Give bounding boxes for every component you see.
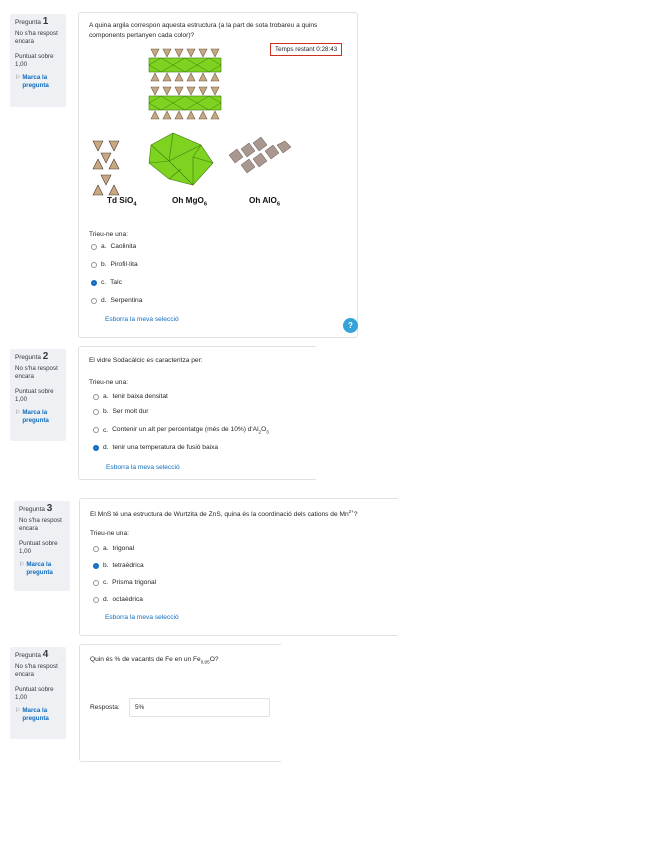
label-oh1-base: Oh MgO: [172, 196, 204, 205]
label-td-base: Td SiO: [107, 196, 134, 205]
radio-button[interactable]: [91, 262, 97, 268]
question-text-part: Quin és % de vacants de Fe en un Fe: [90, 656, 201, 663]
question-grade: Puntuat sobre 1,00: [15, 387, 54, 403]
radio-button-selected[interactable]: [93, 563, 99, 569]
question-number: 4: [42, 649, 49, 660]
option-letter: a.: [103, 393, 109, 400]
flag-label: Marca la pregunta: [26, 561, 53, 577]
label-oh-alo6: [249, 196, 280, 208]
option-letter: d.: [101, 297, 107, 304]
flag-question-link[interactable]: [19, 561, 65, 577]
label-td-sub: 4: [133, 201, 137, 208]
option-a[interactable]: [91, 243, 136, 250]
silica-tetrahedra-sheet: [93, 141, 119, 195]
option-text-part: Contenir un alt per percentatge (més de 10%) d'Al: [112, 426, 259, 433]
option-letter: a.: [103, 545, 109, 552]
radio-button[interactable]: [93, 427, 99, 433]
option-text: octaèdrica: [112, 596, 143, 603]
answer-label: Resposta:: [90, 704, 120, 711]
question-info-4: [10, 647, 66, 739]
answer-prompt: Trieu-ne una:: [90, 530, 129, 537]
clear-selection-link[interactable]: Esborra la meva selecció: [106, 464, 180, 471]
option-text: tenir baixa densitat: [112, 393, 168, 400]
option-text: tetraèdrica: [112, 562, 144, 569]
question-text: [90, 655, 218, 667]
option-letter: c.: [103, 426, 109, 434]
radio-button[interactable]: [93, 409, 99, 415]
label-oh-mgo6: [172, 196, 207, 208]
clear-selection-link[interactable]: Esborra la meva selecció: [105, 614, 179, 621]
question-status: No s'ha respost encara: [15, 663, 58, 679]
subscript: 0,95: [200, 659, 210, 665]
option-d[interactable]: [93, 444, 218, 451]
layer-stack-bottom: [149, 87, 221, 119]
answer-prompt: Trieu-ne una:: [89, 231, 128, 238]
flag-label: Marca la pregunta: [22, 409, 49, 425]
flag-question-link[interactable]: [15, 74, 61, 90]
option-letter: b.: [103, 562, 109, 569]
question-info-2: [10, 349, 66, 441]
option-letter: b.: [101, 261, 107, 268]
answer-input[interactable]: [129, 698, 270, 717]
option-d[interactable]: [91, 297, 142, 304]
radio-button-selected[interactable]: [91, 280, 97, 286]
label-oh1-sub: 6: [203, 201, 208, 208]
question-info-1: [10, 14, 66, 107]
option-a[interactable]: [93, 393, 168, 400]
option-text: trigonal: [112, 545, 135, 552]
flag-question-link[interactable]: [15, 707, 61, 723]
question-number: 2: [42, 351, 49, 362]
question-header: Pregunta: [15, 19, 41, 26]
option-letter: d.: [103, 444, 109, 451]
clay-structure-figure: [89, 45, 309, 215]
flag-icon: ⚐: [15, 75, 21, 82]
option-text: tenir una temperatura de fusió baixa: [112, 444, 219, 451]
option-d[interactable]: [93, 596, 143, 603]
option-letter: c.: [101, 279, 107, 286]
option-b[interactable]: [93, 408, 148, 415]
question-header: Pregunta: [19, 506, 45, 513]
time-remaining: Temps restant 0:28:43: [270, 43, 342, 56]
question-text: [90, 507, 358, 520]
aluminium-octahedra-sheet: [229, 137, 291, 173]
radio-button[interactable]: [91, 244, 97, 250]
question-grade: Puntuat sobre 1,00: [15, 685, 54, 701]
subscript: 3: [266, 429, 269, 435]
flag-icon: ⚐: [19, 562, 25, 569]
question-content-1: [78, 12, 358, 338]
option-text: Serpentina: [110, 297, 143, 304]
label-td-sio4: [107, 196, 137, 208]
question-text: A quina argila correspon aquesta estructura (a la part de sota trobareu a quins components pertanyen cada color)?: [89, 22, 318, 39]
flag-label: Marca la pregunta: [22, 74, 49, 90]
question-text-part: El MnS té una estructura de Wurtzita de ZnS, quina és la coordinació dels cations de Mn: [90, 511, 349, 519]
option-b[interactable]: [91, 261, 138, 268]
option-text: Caolinita: [110, 243, 137, 250]
question-content-4: [79, 644, 281, 762]
option-c[interactable]: [93, 426, 269, 434]
question-number: 1: [42, 16, 49, 27]
option-text: Prisma trigonal: [112, 579, 157, 586]
question-status: No s'ha respost encara: [15, 30, 58, 46]
label-oh2-base: Oh AlO: [249, 196, 277, 205]
question-status: No s'ha respost encara: [19, 517, 62, 533]
flag-label: Marca la pregunta: [22, 707, 49, 723]
radio-button[interactable]: [93, 394, 99, 400]
help-icon[interactable]: ?: [343, 318, 358, 333]
option-letter: b.: [103, 408, 109, 415]
question-text-part: ?: [353, 511, 358, 519]
option-text: Ser molt dur: [112, 408, 149, 415]
question-text: El vidre Sodacàlcic es caracteritza per:: [89, 357, 203, 364]
question-header: Pregunta: [15, 652, 41, 659]
question-grade: Puntuat sobre 1,00: [15, 52, 54, 68]
option-letter: a.: [101, 243, 107, 250]
radio-button-selected[interactable]: [93, 445, 99, 451]
option-b[interactable]: [93, 562, 144, 569]
question-number: 3: [46, 503, 53, 514]
radio-button[interactable]: [93, 597, 99, 603]
flag-icon: ⚐: [15, 410, 21, 417]
radio-button[interactable]: [91, 298, 97, 304]
flag-icon: ⚐: [15, 708, 21, 715]
option-text: Pirofil·lita: [110, 261, 138, 268]
flag-question-link[interactable]: [15, 409, 61, 425]
radio-button[interactable]: [93, 546, 99, 552]
question-content-2: [78, 346, 316, 480]
question-text-part: O?: [209, 656, 219, 663]
option-text-part: O: [261, 426, 267, 433]
subscript: 2: [258, 429, 262, 435]
layer-stack-top: [149, 49, 221, 81]
option-text: [112, 426, 269, 434]
magnesium-octahedra-sheet: [149, 133, 213, 185]
superscript: 2+: [348, 509, 354, 514]
option-text: Talc: [110, 279, 122, 286]
question-header: Pregunta: [15, 354, 41, 361]
question-content-3: [79, 498, 398, 636]
option-c[interactable]: [91, 279, 122, 286]
option-a[interactable]: [93, 545, 134, 552]
option-c[interactable]: [93, 579, 156, 586]
question-status: No s'ha respost encara: [15, 365, 58, 381]
radio-button[interactable]: [93, 580, 99, 586]
label-oh2-sub: 6: [276, 201, 281, 208]
option-letter: c.: [103, 579, 109, 586]
answer-prompt: Trieu-ne una:: [89, 379, 128, 386]
clear-selection-link[interactable]: Esborra la meva selecció: [105, 316, 179, 323]
question-info-3: [14, 501, 70, 591]
question-grade: Puntuat sobre 1,00: [19, 539, 58, 555]
option-letter: d.: [103, 596, 109, 603]
